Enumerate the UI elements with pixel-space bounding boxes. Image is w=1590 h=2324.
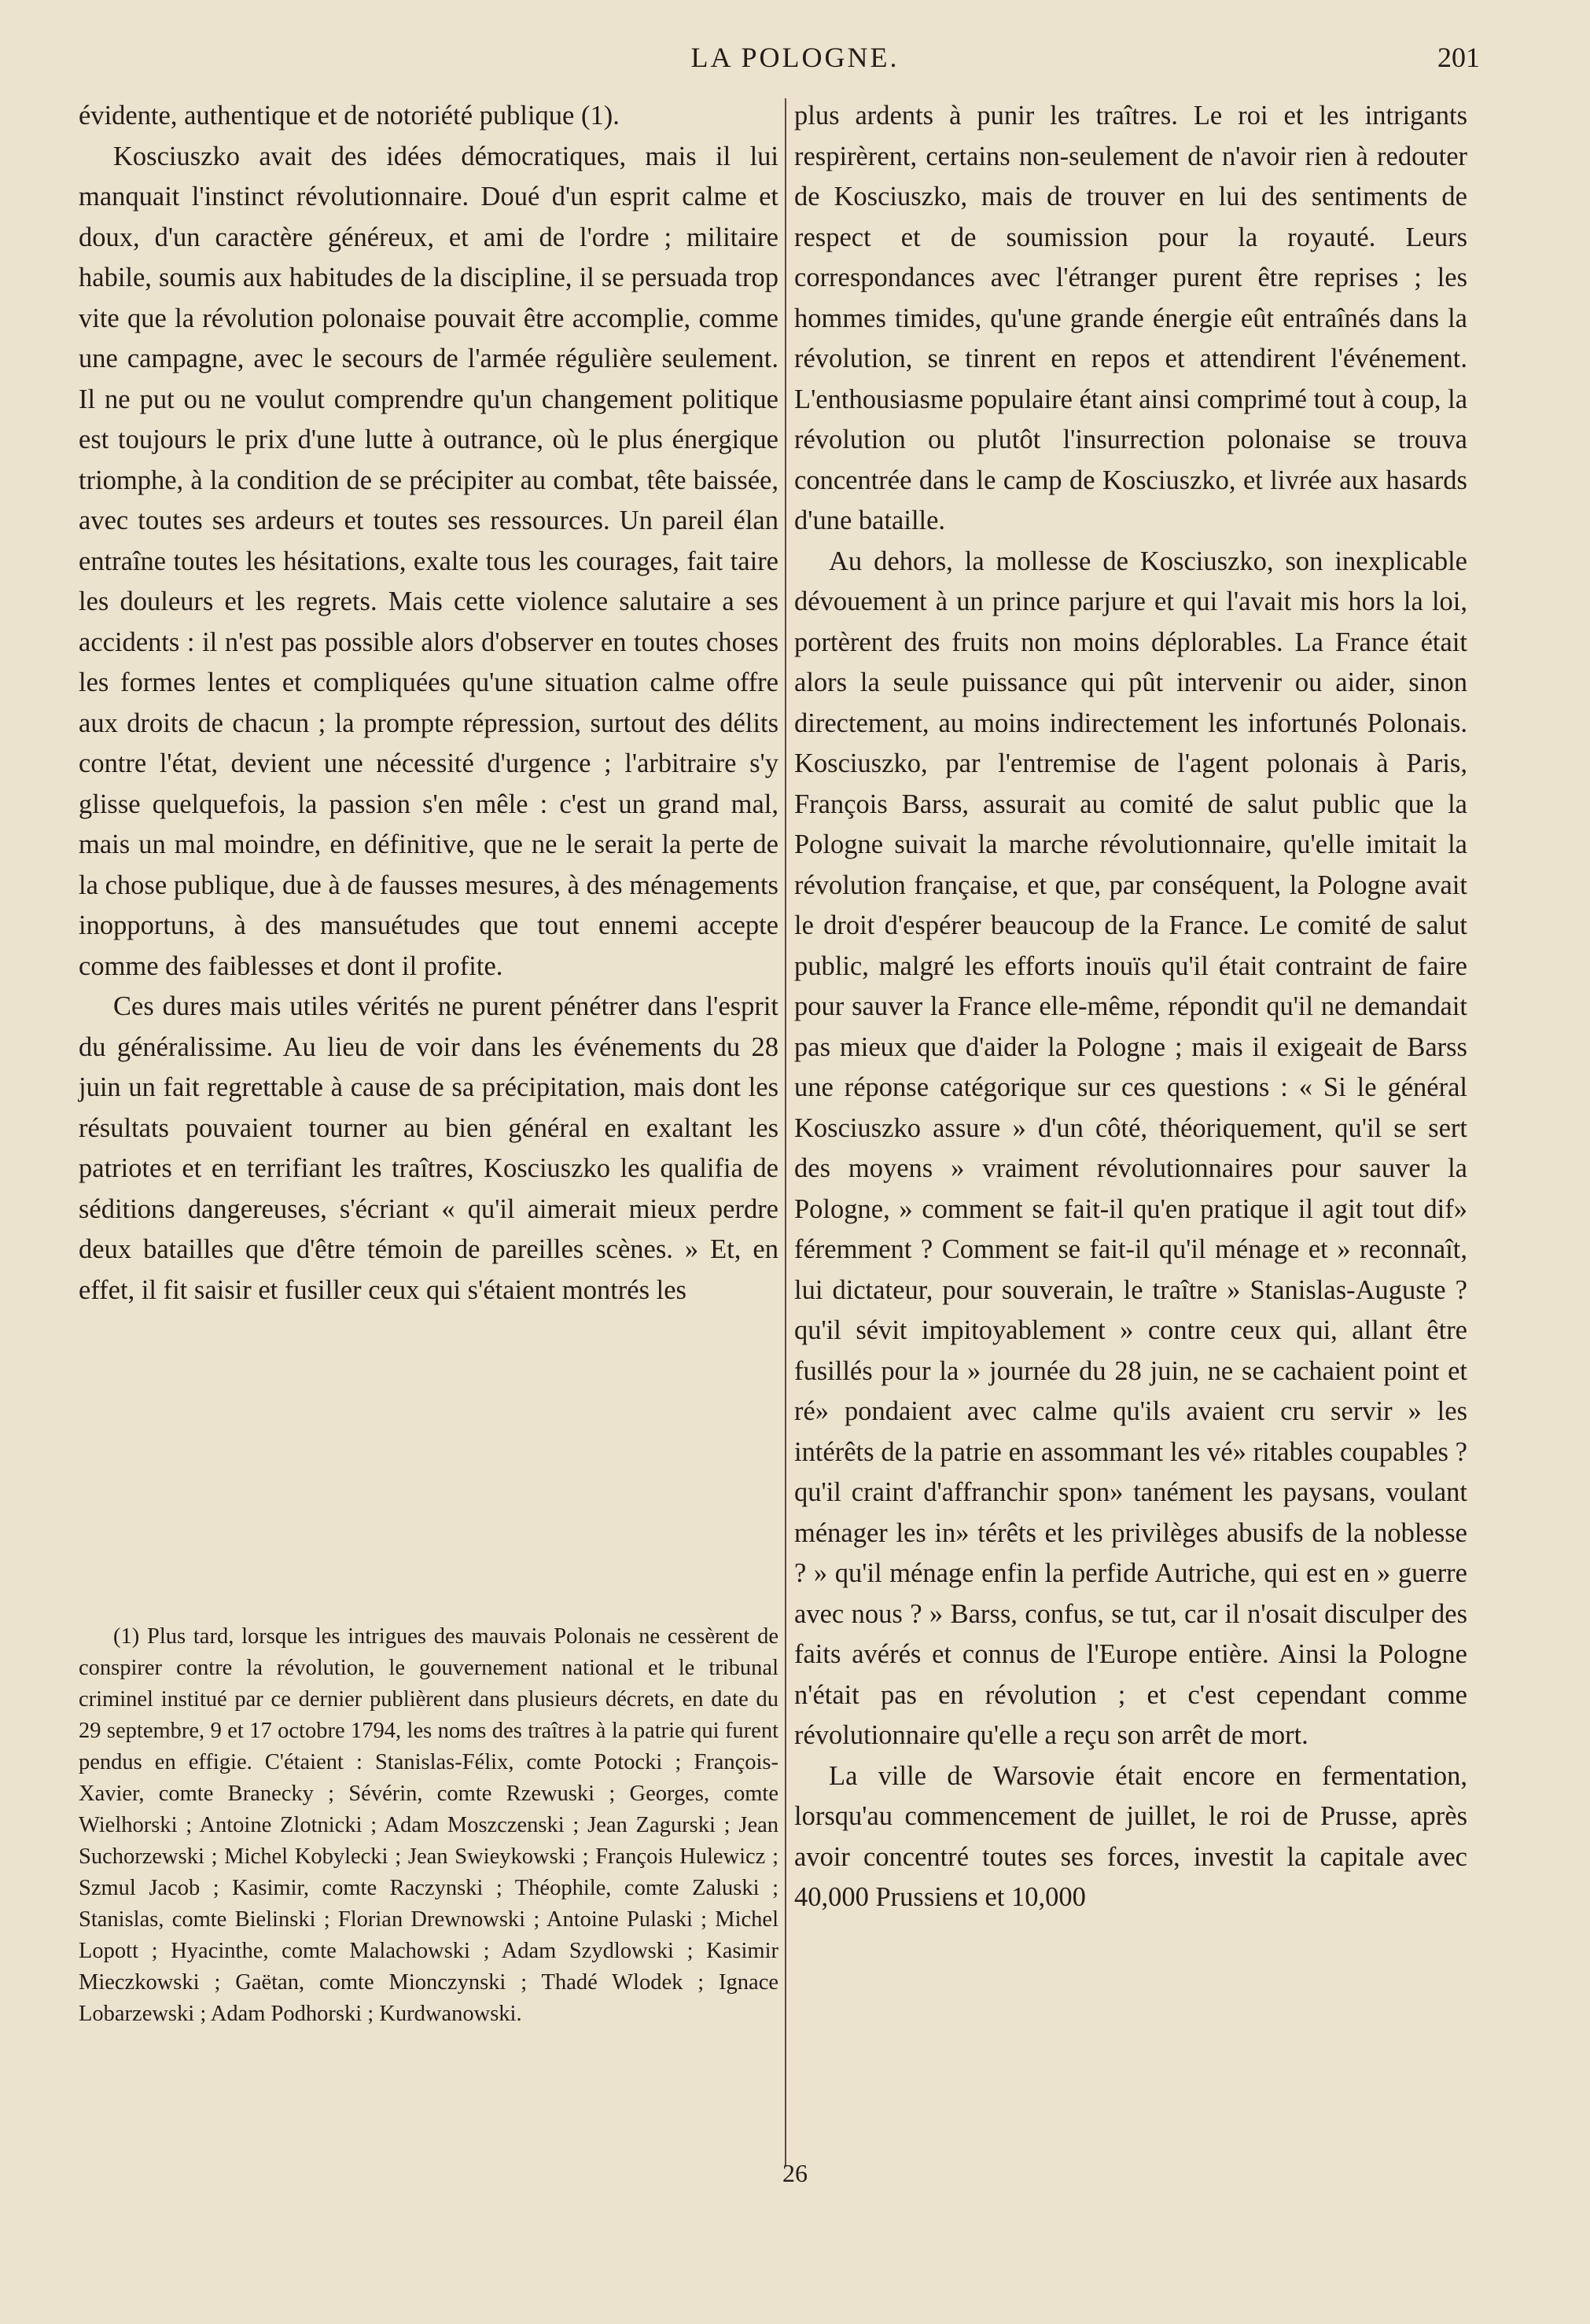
signature-mark: 26 xyxy=(782,2159,808,2187)
right-column xyxy=(794,96,1467,1918)
footnote-text: (1) Plus tard, lorsque les intrigues des mauvais Polonais ne cessèrent de conspirer contre la révolution, le gouvernement national et le tribunal criminel institué par ce dernier publièrent dans plusieurs décrets, en date du 29 septembre, 9 et 17 octobre 1794, les noms des traîtres à la patrie qui furent pendus en effigie. C'étaient : Stanislas-Félix, comte Potocki ; François-Xavier, comte Branecky ; Sévérin, comte Rzewuski ; Georges, comte Wielhorski ; Antoine Zlotnicki ; Adam Moszczenski ; Jean Zagurski ; Jean Suchorzewski ; Michel Kobylecki ; Jean Swieykowski ; François Hulewicz ; Szmul Jacob ; Kasimir, comte Raczynski ; Théophile, comte Zaluski ; Stanislas, comte Bielinski ; Florian Drewnowski ; Antoine Pulaski ; Michel Lopott ; Hyacinthe, comte Malachowski ; Adam Szydlowski ; Kasimir Mieczkowski ; Gaëtan, comte Mionczynski ; Thadé Wlodek ; Ignace Lobarzewski ; Adam Podhorski ; Kurdwanowski. xyxy=(79,1624,778,2026)
paragraph: évidente, authentique et de notoriété publique (1). xyxy=(79,101,620,131)
paragraph: Kosciuszko avait des idées démocratiques, mais il lui manquait l'instinct révolutionnaire. Doué d'un esprit calme et doux, d'un caractère généreux, et ami de l'ordre ; militaire habile, soumis aux habitudes de la discipline, il se persuada trop vite que la révolution polonaise pouvait être accomplie, comme une campagne, avec le secours de l'armée régulière seulement. Il ne put ou ne voulut comprendre qu'un changement politique est toujours le prix d'une lutte à outrance, où le plus énergique triomphe, à la condition de se précipiter au combat, tête baissée, avec toutes ses ardeurs et toutes ses ressources. Un pareil élan entraîne toutes les hésitations, exalte tous les courages, fait taire les douleurs et les regrets. Mais cette violence salutaire a ses accidents : il n'est pas possible alors d'observer en toutes choses les formes lentes et compliquées qu'une situation calme offre aux droits de chacun ; la prompte répression, surtout des délits contre l'état, devient une nécessité d'urgence ; l'arbitraire s'y glisse quelquefois, la passion s'en mêle : c'est un grand mal, mais un mal moindre, en définitive, que ne le serait la perte de la chose publique, due à de fausses mesures, à des ménagements inopportuns, à des mansuétudes que tout ennemi accepte comme des faiblesses et dont il profite. xyxy=(79,141,778,981)
left-column xyxy=(79,96,778,1311)
paragraph: Au dehors, la mollesse de Kosciuszko, son inexplicable dévouement à un prince parjure et qui l'avait mis hors la loi, portèrent des fruits non moins déplorables. La France était alors la seule puissance qui pût intervenir ou aider, sinon directement, au moins indirectement les infortunés Polonais. Kosciuszko, par l'entremise de l'agent polonais à Paris, François Barss, assurait au comité de salut public que la Pologne suivait la marche révolutionnaire, qu'elle imitait la révolution française, et que, par conséquent, la Pologne avait le droit d'espérer beaucoup de la France. Le comité de salut public, malgré les efforts inouïs qu'il était contraint de faire pour sauver la France elle-même, répondit qu'il ne demandait pas mieux que d'aider la Pologne ; mais il exigeait de Barss une réponse catégorique sur ces questions : « Si le général Kosciuszko assure » d'un côté, théoriquement, qu'il se sert des moyens » vraiment révolutionnaires pour sauver la Pologne, » comment se fait-il qu'en pratique il agit tout dif» féremment ? Comment se fait-il qu'il ménage et » reconnaît, lui dictateur, pour souverain, le traître » Stanislas-Auguste ? qu'il sévit impitoyablement » contre ceux qui, allant être fusillés pour la » journée du 28 juin, ne se cachaient point et ré» pondaient avec calme qu'ils avaient cru servir » les intérêts de la patrie en assommant les vé» ritables coupables ? qu'il craint d'affranchir spon» tanément les paysans, voulant ménager les in» térêts et les privilèges abusifs de la noblesse ? » qu'il ménage enfin la perfide Autriche, qui est en » guerre avec nous ? » Barss, confus, se tut, car il n'osait disculper des faits avérés et connus de l'Europe entière. Ainsi la Pologne n'était pas en révolution ; et c'est cependant comme révolutionnaire qu'elle a reçu son arrêt de mort. xyxy=(794,546,1467,1750)
footnote xyxy=(79,1621,778,2030)
column-divider xyxy=(785,98,786,2166)
paragraph: plus ardents à punir les traîtres. Le roi et les intrigants respirèrent, certains non-seulement de n'avoir rien à redouter de Kosciuszko, mais de trouver en lui des sentiments de respect et de soumission pour la royauté. Leurs correspondances avec l'étranger purent être reprises ; les hommes timides, qu'une grande énergie eût entraînés dans la révolution, se tinrent en repos et attendirent l'événement. L'enthousiasme populaire étant ainsi comprimé tout à coup, la révolution ou plutôt l'insurrection polonaise se trouva concentrée dans le camp de Kosciuszko, et livrée aux hasards d'une bataille. xyxy=(794,101,1468,535)
paragraph: Ces dures mais utiles vérités ne purent pénétrer dans l'esprit du généralissime. Au lieu de voir dans les événements du 28 juin un fait regrettable à cause de sa précipitation, mais dont les résultats pouvaient tourner au bien général en exaltant les patriotes et en terrifiant les traîtres, Kosciuszko les qualifia de séditions dangereuses, s'écriant « qu'il aimerait mieux perdre deux batailles que d'être témoin de pareilles scènes. » Et, en effet, il fit saisir et fusiller ceux qui s'étaient montrés les xyxy=(79,991,778,1305)
page-number: 201 xyxy=(1437,42,1480,73)
running-head xyxy=(0,41,1590,80)
paragraph: La ville de Warsovie était encore en fermentation, lorsqu'au commencement de juillet, le roi de Prusse, après avoir concentré toutes ses forces, investit la capitale avec 40,000 Prussiens et 10,000 xyxy=(794,1760,1467,1912)
running-title: LA POLOGNE. xyxy=(690,42,900,73)
